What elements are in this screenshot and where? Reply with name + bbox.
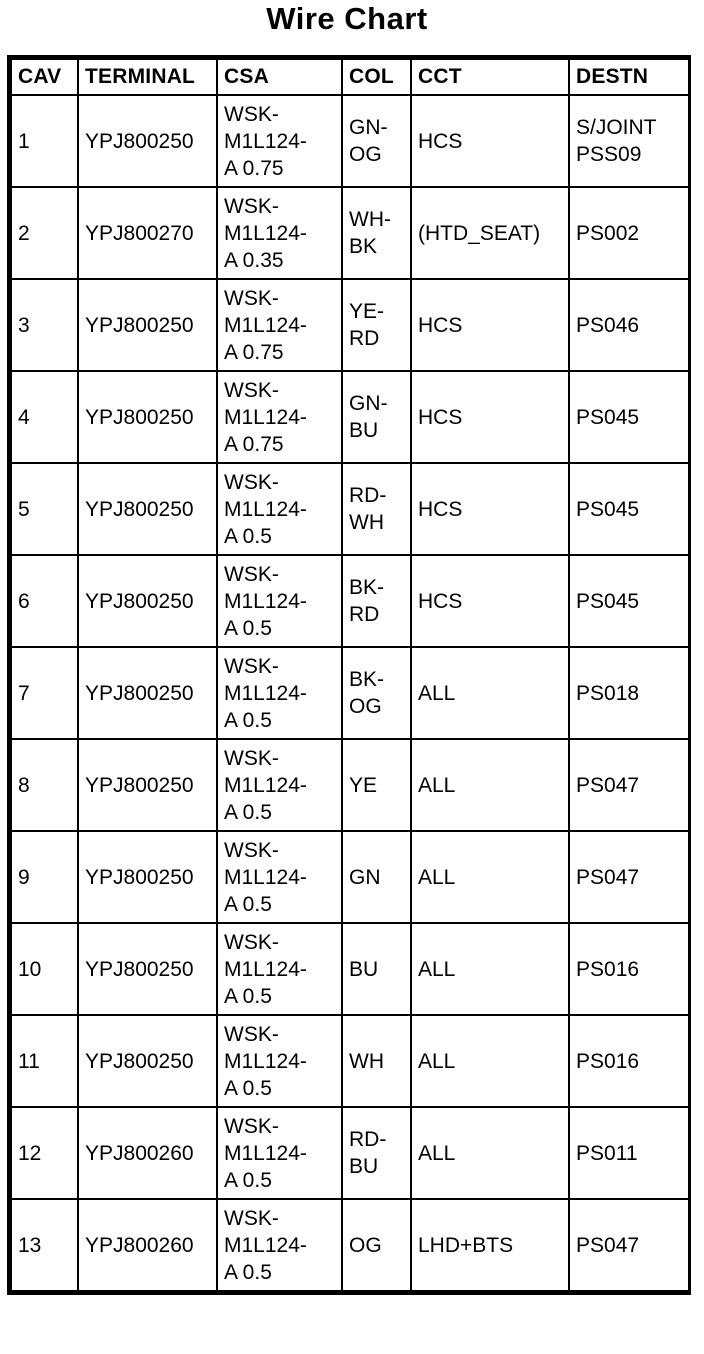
cell-terminal: YPJ800260 — [78, 1199, 217, 1291]
cell-csa: WSK- M1L124- A 0.75 — [217, 95, 342, 187]
cell-csa: WSK- M1L124- A 0.5 — [217, 555, 342, 647]
cell-terminal: YPJ800250 — [78, 463, 217, 555]
cell-cav: 11 — [11, 1015, 78, 1107]
cell-cav: 6 — [11, 555, 78, 647]
cell-csa: WSK- M1L124- A 0.5 — [217, 831, 342, 923]
cell-cav: 1 — [11, 95, 78, 187]
cell-col: GN- BU — [342, 371, 411, 463]
cell-col: BU — [342, 923, 411, 1015]
table-row — [11, 923, 689, 1015]
cell-csa: WSK- M1L124- A 0.5 — [217, 463, 342, 555]
table-row — [11, 739, 689, 831]
cell-cct: ALL — [411, 1107, 569, 1199]
table-row — [11, 187, 689, 279]
cell-cct: HCS — [411, 95, 569, 187]
cell-terminal: YPJ800270 — [78, 187, 217, 279]
column-header-cav: CAV — [11, 59, 78, 95]
cell-terminal: YPJ800250 — [78, 831, 217, 923]
cell-destn: S/JOINT PSS09 — [569, 95, 689, 187]
cell-destn: PS002 — [569, 187, 689, 279]
cell-col: GN — [342, 831, 411, 923]
cell-csa: WSK- M1L124- A 0.75 — [217, 279, 342, 371]
cell-col: BK- OG — [342, 647, 411, 739]
cell-terminal: YPJ800250 — [78, 1015, 217, 1107]
cell-col: OG — [342, 1199, 411, 1291]
cell-cct: ALL — [411, 739, 569, 831]
cell-destn: PS047 — [569, 739, 689, 831]
cell-col: WH- BK — [342, 187, 411, 279]
cell-cct: ALL — [411, 831, 569, 923]
cell-cct: LHD+BTS — [411, 1199, 569, 1291]
cell-terminal: YPJ800250 — [78, 647, 217, 739]
cell-cct: ALL — [411, 647, 569, 739]
cell-col: WH — [342, 1015, 411, 1107]
cell-cav: 3 — [11, 279, 78, 371]
cell-col: YE- RD — [342, 279, 411, 371]
column-header-col: COL — [342, 59, 411, 95]
cell-destn: PS016 — [569, 1015, 689, 1107]
cell-cav: 9 — [11, 831, 78, 923]
cell-csa: WSK- M1L124- A 0.5 — [217, 647, 342, 739]
column-header-csa: CSA — [217, 59, 342, 95]
cell-col: BK- RD — [342, 555, 411, 647]
cell-cct: ALL — [411, 923, 569, 1015]
cell-cav: 2 — [11, 187, 78, 279]
cell-cct: HCS — [411, 463, 569, 555]
cell-destn: PS045 — [569, 463, 689, 555]
cell-destn: PS018 — [569, 647, 689, 739]
cell-destn: PS011 — [569, 1107, 689, 1199]
cell-csa: WSK- M1L124- A 0.5 — [217, 923, 342, 1015]
page-title: Wire Chart — [266, 1, 428, 36]
column-header-destn: DESTN — [569, 59, 689, 95]
cell-destn: PS047 — [569, 1199, 689, 1291]
cell-terminal: YPJ800250 — [78, 279, 217, 371]
cell-csa: WSK- M1L124- A 0.5 — [217, 1015, 342, 1107]
cell-cct: HCS — [411, 371, 569, 463]
column-header-cct: CCT — [411, 59, 569, 95]
table-row — [11, 463, 689, 555]
cell-col: GN- OG — [342, 95, 411, 187]
table-row — [11, 1107, 689, 1199]
cell-csa: WSK- M1L124- A 0.35 — [217, 187, 342, 279]
cell-csa: WSK- M1L124- A 0.5 — [217, 739, 342, 831]
cell-cav: 5 — [11, 463, 78, 555]
cell-destn: PS016 — [569, 923, 689, 1015]
cell-destn: PS045 — [569, 555, 689, 647]
wire-chart-table — [10, 58, 690, 1292]
cell-cav: 7 — [11, 647, 78, 739]
cell-destn: PS046 — [569, 279, 689, 371]
cell-csa: WSK- M1L124- A 0.75 — [217, 371, 342, 463]
cell-cav: 12 — [11, 1107, 78, 1199]
wire-chart-table-frame — [7, 55, 691, 1295]
cell-cav: 8 — [11, 739, 78, 831]
cell-col: RD- WH — [342, 463, 411, 555]
table-row — [11, 1199, 689, 1291]
cell-cav: 10 — [11, 923, 78, 1015]
cell-col: RD- BU — [342, 1107, 411, 1199]
cell-cct: (HTD_SEAT) — [411, 187, 569, 279]
cell-cct: ALL — [411, 1015, 569, 1107]
table-row — [11, 279, 689, 371]
table-row — [11, 95, 689, 187]
table-row — [11, 555, 689, 647]
cell-cav: 13 — [11, 1199, 78, 1291]
cell-cav: 4 — [11, 371, 78, 463]
cell-terminal: YPJ800250 — [78, 555, 217, 647]
table-row — [11, 1015, 689, 1107]
table-row — [11, 371, 689, 463]
cell-csa: WSK- M1L124- A 0.5 — [217, 1107, 342, 1199]
table-header-row — [11, 59, 689, 95]
cell-destn: PS045 — [569, 371, 689, 463]
cell-terminal: YPJ800250 — [78, 923, 217, 1015]
cell-terminal: YPJ800260 — [78, 1107, 217, 1199]
cell-cct: HCS — [411, 555, 569, 647]
column-header-terminal: TERMINAL — [78, 59, 217, 95]
cell-terminal: YPJ800250 — [78, 371, 217, 463]
cell-csa: WSK- M1L124- A 0.5 — [217, 1199, 342, 1291]
table-row — [11, 647, 689, 739]
table-row — [11, 831, 689, 923]
cell-cct: HCS — [411, 279, 569, 371]
cell-terminal: YPJ800250 — [78, 739, 217, 831]
cell-col: YE — [342, 739, 411, 831]
cell-terminal: YPJ800250 — [78, 95, 217, 187]
cell-destn: PS047 — [569, 831, 689, 923]
table-body — [11, 95, 689, 1291]
